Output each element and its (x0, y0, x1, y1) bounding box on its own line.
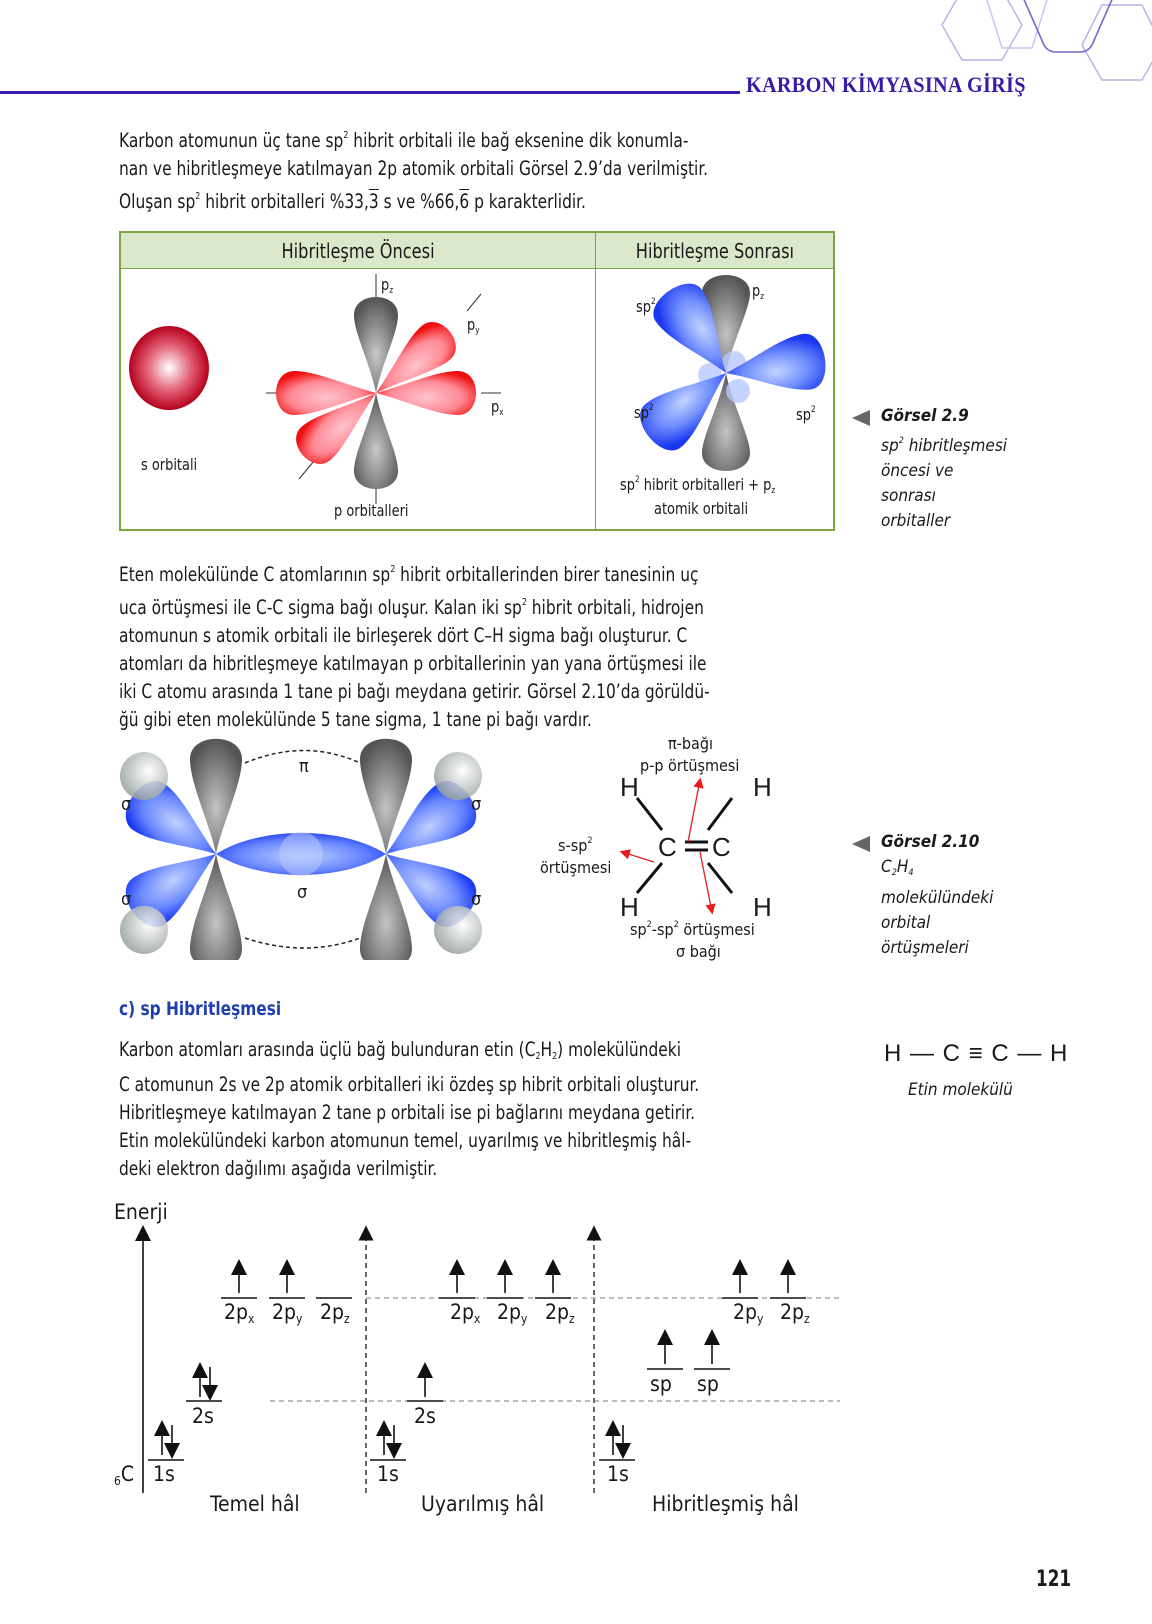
level-2py: $2p_y$ (272, 1300, 303, 1326)
px-label: $p_x$ (491, 397, 504, 418)
level-2py: $2p_y$ (497, 1300, 528, 1326)
figure-2-9-caption: Görsel 2.9 $sp^2$ hibritleşmesi öncesi ve sonrası orbitaller (881, 406, 1008, 531)
chapter-title: KARBON KİMYASINA GİRİŞ (746, 72, 1026, 97)
sp2-label-left: $sp^2$ (634, 403, 654, 422)
level-2pz: $2p_z$ (320, 1300, 350, 1326)
pz-label-after: $p_z$ (752, 281, 765, 302)
after-caption-line1: $sp^2$ hibrit orbitalleri + $p_z$ (620, 475, 776, 496)
sp-paragraph: Karbon atomları arasında üçlü bağ bulunduran etin $(C_2H_2)$ molekülündeki C atomunun 2s ve 2p atomik orbitalleri iki özdeş sp hibrit orbitali oluşturur. Hibritleşmeye katılmayan 2 tane p orbitali ise pi bağlarını meydana getirir. Etin molekülündeki karbon atomunun temel, uyarılmış ve hibritleşmiş hâl- deki elektron dağılımı aşağıda verilmiştir. (119, 1038, 700, 1180)
header-rule (0, 91, 740, 94)
orbital-table (119, 231, 835, 531)
s-sp2-label: $s-sp^2$ (558, 836, 593, 855)
energy-level-diagram (110, 1225, 840, 1500)
level-2pz: $2p_z$ (545, 1300, 575, 1326)
intro-paragraph: Karbon atomunun üç tane $sp^2$ hibrit orbitali ile bağ eksenine dik konumla- nan ve hibritleşmeye katılmayan 2p atomik orbitali Görsel 2.9’da verilmiştir. Oluşan $sp^2$ hibrit orbitalleri %33,3 s ve %66,6 p karakterlidir. (119, 129, 709, 213)
p-orbitals-label: p orbitalleri (334, 501, 409, 520)
level-1s: 1s (607, 1462, 629, 1486)
caption-pointer-icon (852, 836, 870, 852)
level-2py: $2p_y$ (733, 1300, 764, 1326)
caption-pointer-icon (852, 410, 870, 426)
sp2-label-right: $sp^2$ (796, 405, 816, 424)
py-label: $p_y$ (467, 315, 480, 336)
before-hybridization-figure (121, 269, 595, 529)
level-2px: $2p_x$ (450, 1300, 481, 1326)
level-sp: sp (650, 1372, 672, 1396)
header-before: Hibritleşme Öncesi (120, 232, 596, 269)
sp2-label-top: $sp^2$ (636, 297, 656, 316)
section-title: c) sp Hibritleşmesi (119, 998, 282, 1020)
atom-h: H (753, 772, 772, 802)
sigma-label: σ (471, 889, 482, 910)
state-excited: Uyarılmış hâl (421, 1492, 545, 1516)
page-number: 121 (1036, 1567, 1072, 1592)
level-1s: 1s (153, 1462, 175, 1486)
state-ground: Temel hâl (210, 1492, 300, 1516)
pz-label: $p_z$ (381, 275, 394, 296)
level-2pz: $2p_z$ (780, 1300, 810, 1326)
pi-label: π (299, 756, 309, 777)
atom-h: H (753, 892, 772, 922)
s-sp2-overlap-label: örtüşmesi (540, 858, 612, 877)
state-hybridized: Hibritleşmiş hâl (652, 1492, 799, 1516)
sp2-sp2-label: $sp^2-sp^2$ örtüşmesi (630, 920, 755, 939)
sigma-label: σ (297, 882, 308, 903)
eten-paragraph: Eten molekülünde C atomlarının $sp^2$ hibrit orbitallerinden birer tanesinin uç uca örtüşmesi ile C-C sigma bağı oluşur. Kalan iki $sp^2$ hibrit orbitali, hidrojen atomunun s atomik orbitali ile birleşerek dört C–H sigma bağı oluşturur. C atomları da hibritleşmeye katılmayan p orbitallerinin yan yana örtüşmesi ile iki C atomu arasında 1 tane pi bağı meydana getirir. Görsel 2.10’da görüldü- ğü gibi eten molekülünde 5 tane sigma, 1 tane pi bağı vardır. (119, 563, 710, 731)
pi-bond-label: π-bağı (668, 734, 713, 753)
ethyne-formula: H — C ≡ C — H (884, 1040, 1069, 1067)
level-2s: 2s (192, 1404, 214, 1428)
after-caption-line2: atomik orbitali (654, 499, 749, 518)
level-sp: sp (697, 1372, 719, 1396)
atom-h: H (620, 772, 639, 802)
sigma-bond-label: σ bağı (676, 942, 721, 961)
before-cell (120, 269, 596, 531)
figure-2-10-caption: Görsel 2.10 $C_2H_4$ molekülündeki orbital örtüşmeleri (881, 832, 994, 958)
after-cell (596, 269, 835, 531)
level-2px: $2p_x$ (224, 1300, 255, 1326)
atom-c: C (658, 832, 677, 862)
pp-overlap-label: p-p örtüşmesi (640, 756, 740, 775)
atom-c: C (712, 832, 731, 862)
energy-axis-label: Enerji (114, 1200, 168, 1224)
sigma-label: σ (471, 794, 482, 815)
sigma-label: σ (121, 889, 132, 910)
s-orbital-label: s orbitali (141, 455, 198, 474)
header-after: Hibritleşme Sonrası (596, 232, 835, 269)
level-2s: 2s (414, 1404, 436, 1428)
element-label: $_6$C (114, 1462, 135, 1488)
ethyne-caption: Etin molekülü (908, 1080, 1013, 1100)
level-1s: 1s (377, 1462, 399, 1486)
s-orbital-sphere (129, 326, 209, 410)
sigma-label: σ (121, 794, 132, 815)
atom-h: H (620, 892, 639, 922)
